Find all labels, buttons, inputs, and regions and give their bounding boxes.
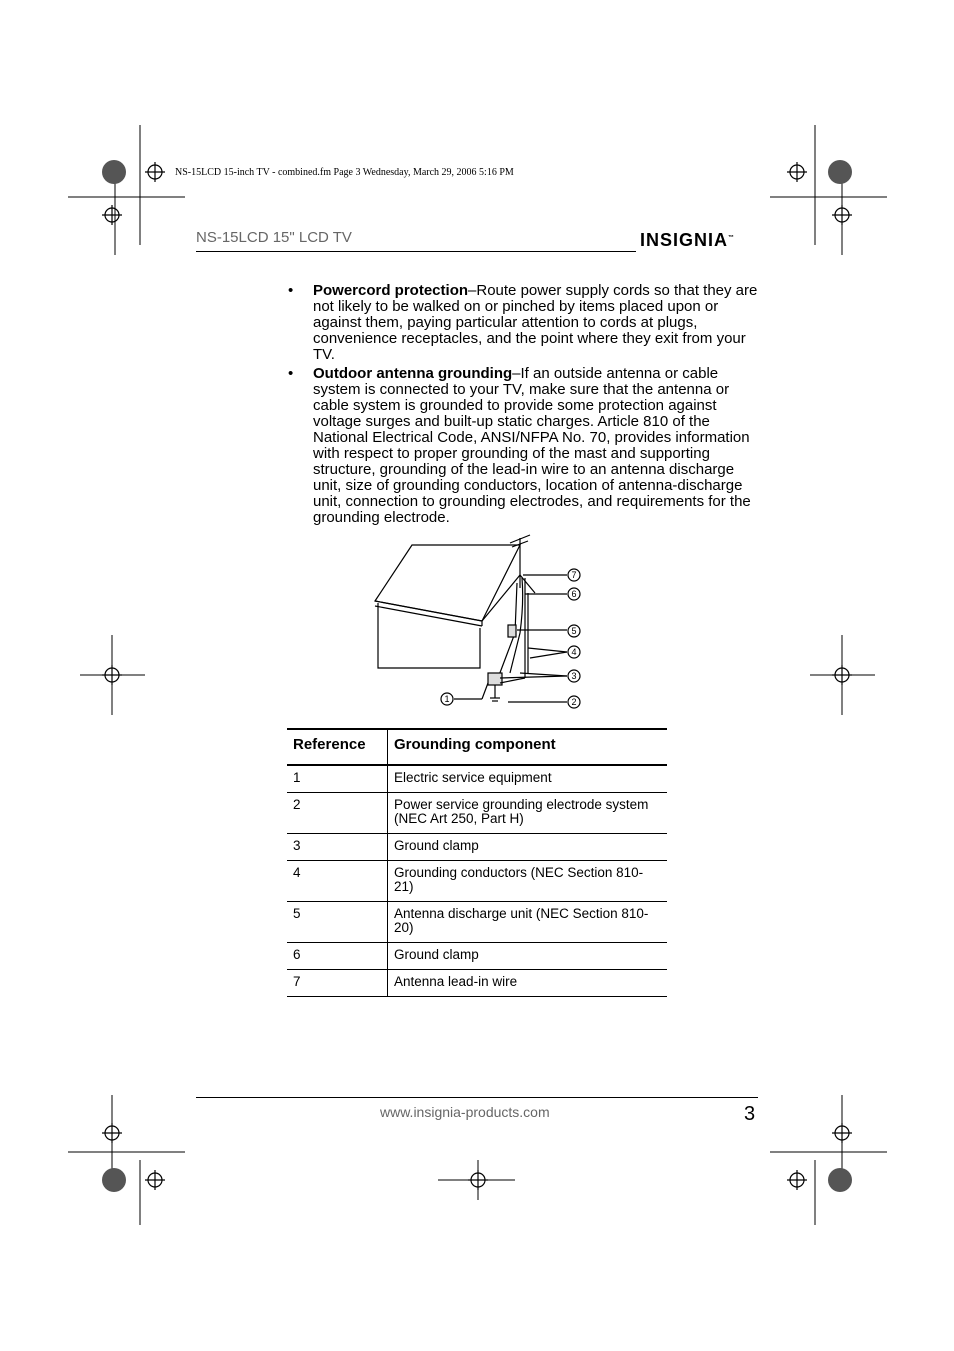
page-number: 3 [744,1103,756,1125]
reference-cell: 7 [287,970,388,997]
callout-7: 7 [571,570,577,580]
printer-slug: NS-15LCD 15-inch TV - combined.fm Page 3 Wednesday, March 29, 2006 5:16 PM [175,167,514,178]
column-header-component: Grounding component [388,729,668,765]
table-row [287,943,667,970]
header-divider [196,251,636,252]
reference-cell: 5 [287,902,388,943]
reference-cell: 1 [287,765,388,793]
callout-2: 2 [571,697,577,707]
bullet-list [288,283,758,529]
bullet-text: –If an outside antenna or cable system is connected to your TV, make sure that the antenna or cable system is grounded to provide some protection against voltage surges and built-up static charges. Article 810 of the National Electrical Code, ANSI/NFPA No. 70, provides information with respect to proper grounding of the mast and supporting structure, grounding of the lead-in wire to an antenna discharge unit, size of grounding conductors, location of antenna-discharge unit, connection to grounding electrodes, and requirements for the grounding electrode. [313,365,751,526]
table-header-row [287,729,667,765]
component-cell: Antenna discharge unit (NEC Section 810-20) [388,902,668,943]
bullet-heading: Outdoor antenna grounding [313,365,513,382]
page-header-title: NS-15LCD 15" LCD TV [196,229,352,246]
reference-cell: 3 [287,834,388,861]
column-header-reference: Reference [287,729,388,765]
component-cell: Antenna lead-in wire [388,970,668,997]
table-row [287,793,667,834]
callout-1: 1 [444,694,450,704]
reference-cell: 2 [287,793,388,834]
footer-website: www.insignia-products.com [380,1104,550,1120]
grounding-reference-table [287,728,667,997]
table-row [287,834,667,861]
callout-4: 4 [571,647,577,657]
bullet-heading: Powercord protection [313,282,469,299]
component-cell: Grounding conductors (NEC Section 810-21) [388,861,668,902]
component-cell: Power service grounding electrode system (NEC Art 250, Part H) [388,793,668,834]
component-cell: Electric service equipment [388,765,668,793]
callout-6: 6 [571,589,577,599]
bullet-icon: • [288,365,294,382]
component-cell: Ground clamp [388,943,668,970]
table-row [287,970,667,997]
callout-5: 5 [571,626,577,636]
bullet-icon: • [288,282,294,299]
insignia-logo: INSIGNIA™ [640,230,736,250]
callout-3: 3 [571,671,577,681]
table-row [287,902,667,943]
bullet-powercord [288,283,758,363]
footer-divider [196,1097,758,1098]
bullet-text: –Route power supply cords so that they are not likely to be walked on or pinched by items placed upon or against them, paying particular attention to cords at plugs, convenience receptacles, and the point where they exit from your TV. [313,282,758,363]
reference-cell: 4 [287,861,388,902]
antenna-grounding-diagram [370,533,590,713]
bullet-antenna-grounding [288,366,758,526]
reference-cell: 6 [287,943,388,970]
table-row [287,861,667,902]
component-cell: Ground clamp [388,834,668,861]
table-row [287,765,667,793]
